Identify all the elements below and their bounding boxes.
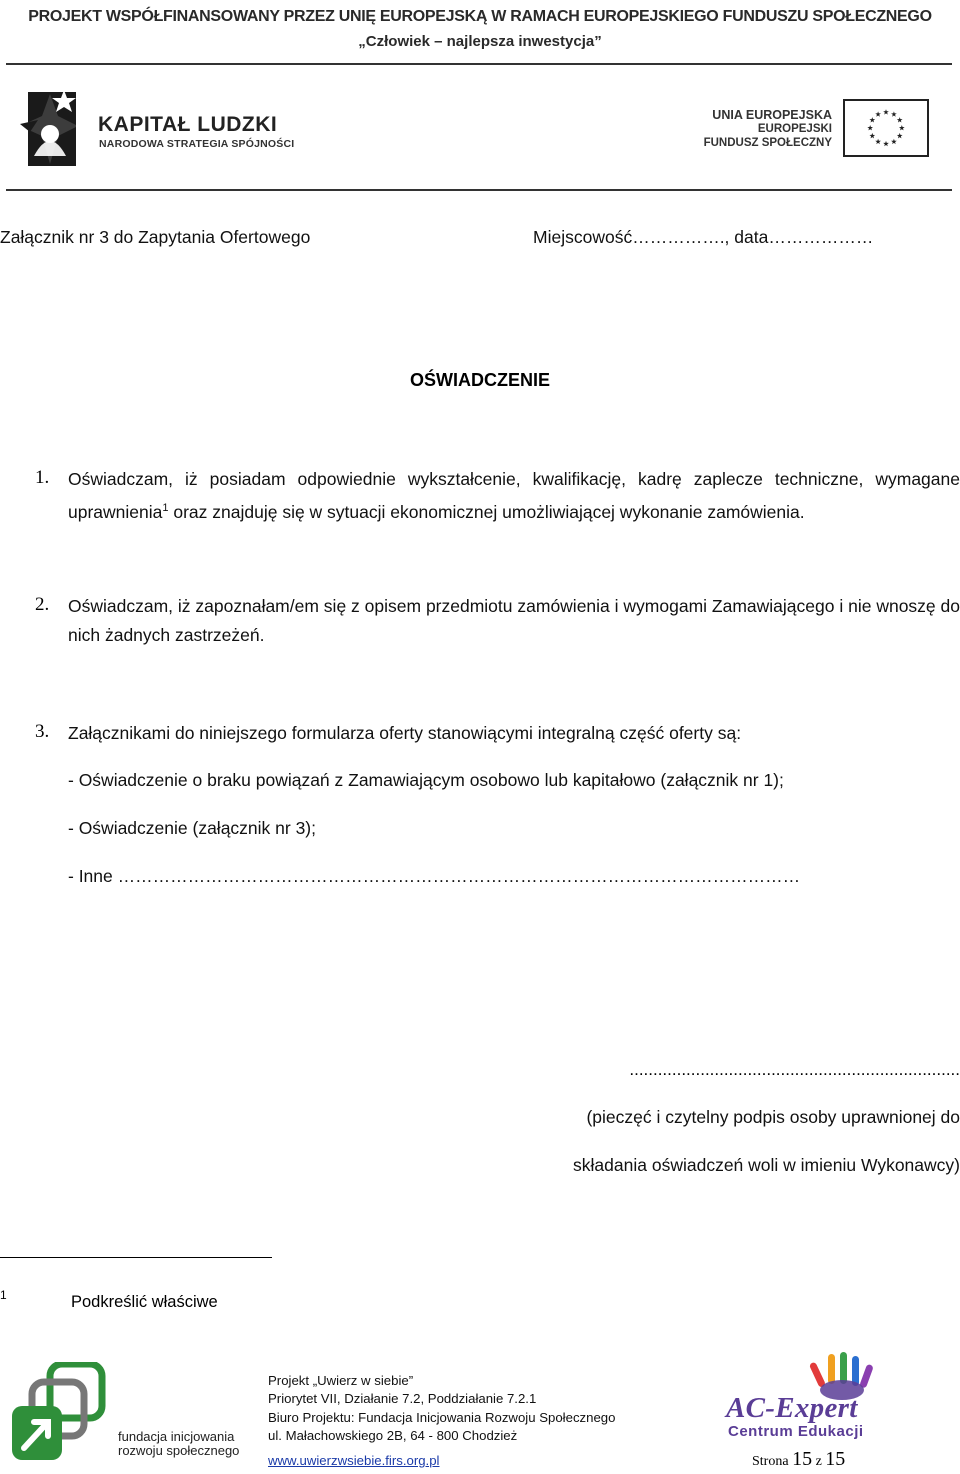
footer-office: Biuro Projektu: Fundacja Inicjowania Rozwoju Społecznego bbox=[268, 1410, 616, 1425]
eu-star-icon bbox=[883, 141, 889, 146]
header-rule-bottom bbox=[6, 189, 952, 191]
ac-expert-logo-subtitle: Centrum Edukacji bbox=[728, 1423, 864, 1440]
eu-label-line1: UNIA EUROPEJSKA bbox=[712, 108, 832, 122]
header-slogan: „Człowiek – najlepsza inwestycja” bbox=[358, 33, 602, 50]
kapital-ludzki-subtitle: NARODOWA STRATEGIA SPÓJNOŚCI bbox=[99, 138, 295, 150]
page-current: 15 bbox=[792, 1448, 813, 1470]
ac-expert-logo-title: AC-Expert bbox=[726, 1392, 858, 1424]
document-title: OŚWIADCZENIE bbox=[409, 370, 550, 390]
page-word: Strona bbox=[752, 1454, 789, 1469]
item-2-number: 2. bbox=[35, 594, 50, 615]
kapital-ludzki-title: KAPITAŁ LUDZKI bbox=[98, 113, 278, 136]
eu-star-icon bbox=[875, 139, 881, 144]
fundacja-name-line1: fundacja inicjowania bbox=[118, 1429, 235, 1444]
fundacja-name-line2: rozwoju społecznego bbox=[118, 1443, 240, 1458]
eu-star-icon bbox=[883, 109, 889, 114]
eu-flag-icon bbox=[843, 99, 929, 157]
fundacja-logo-icon bbox=[10, 1362, 110, 1464]
signature-caption-line1: (pieczęć i czytelny podpis osoby uprawnionej do bbox=[586, 1107, 960, 1127]
eu-star-icon bbox=[875, 111, 881, 116]
signature-caption-line2: składania oświadczeń woli w imieniu Wykonawcy) bbox=[573, 1155, 960, 1175]
eu-star-icon bbox=[897, 133, 903, 138]
item-3-text: Załącznikami do niniejszego formularza oferty stanowiącymi integralną część oferty są: bbox=[68, 723, 742, 743]
item-1-text-main: Oświadczam, iż posiadam odpowiednie wykształcenie, kwalifikację, kadrę zaplecze techniczne, wymagane uprawnienia bbox=[68, 469, 960, 522]
eu-star-icon bbox=[867, 125, 873, 130]
eu-star-icon bbox=[897, 117, 903, 122]
eu-label-line3: FUNDUSZ SPOŁECZNY bbox=[703, 137, 832, 149]
kapital-ludzki-logo-icon bbox=[20, 86, 80, 168]
eu-label-line2: EUROPEJSKI bbox=[757, 123, 832, 135]
header-rule-top bbox=[6, 63, 952, 65]
item-1-text-end: oraz znajduję się w sytuacji ekonomicznej umożliwiającej wykonanie zamówienia. bbox=[168, 501, 805, 522]
annex-label: Załącznik nr 3 do Zapytania Ofertowego bbox=[0, 227, 311, 247]
eu-star-icon bbox=[869, 117, 875, 122]
eu-star-icon bbox=[869, 133, 875, 138]
footnote-text: Podkreślić właściwe bbox=[71, 1293, 218, 1311]
attachment-item: - Oświadczenie (załącznik nr 3); bbox=[68, 818, 316, 838]
footer-website-link[interactable]: www.uwierzwsiebie.firs.org.pl bbox=[268, 1453, 440, 1468]
eu-fund-label bbox=[704, 108, 832, 150]
footnote-ref: 1 bbox=[162, 502, 169, 514]
header-funding-line: PROJEKT WSPÓŁFINANSOWANY PRZEZ UNIĘ EUROPEJSKĄ W RAMACH EUROPEJSKIEGO FUNDUSZU SPOŁECZNEGO bbox=[28, 8, 932, 25]
item-3-number: 3. bbox=[35, 721, 50, 742]
page-number bbox=[752, 1448, 845, 1471]
footer-address: ul. Małachowskiego 2B, 64 - 800 Chodzież bbox=[268, 1428, 518, 1443]
eu-star-icon bbox=[899, 125, 905, 130]
item-2-text: Oświadczam, iż zapoznałam/em się z opisem przedmiotu zamówienia i wymogami Zamawiającego i nie wnoszę do nich żadnych zastrzeżeń. bbox=[68, 596, 960, 645]
eu-star-icon bbox=[891, 139, 897, 144]
footnote-separator bbox=[0, 1257, 272, 1258]
attachment-item: - Oświadczenie o braku powiązań z Zamawiającym osobowo lub kapitałowo (załącznik nr 1); bbox=[68, 770, 784, 790]
footer-project: Projekt „Uwierz w siebie” bbox=[268, 1373, 414, 1388]
eu-star-icon bbox=[891, 111, 897, 116]
footnote-number: 1 bbox=[0, 1288, 7, 1302]
footer-priority: Priorytet VII, Działanie 7.2, Poddziałanie 7.2.1 bbox=[268, 1391, 537, 1406]
attachment-item: - Inne ……………………………………………………………………………………………………… bbox=[68, 866, 801, 886]
page-total: 15 bbox=[825, 1448, 846, 1470]
item-1-text bbox=[68, 465, 960, 527]
item-1-number: 1. bbox=[35, 467, 50, 488]
fundacja-name bbox=[118, 1430, 239, 1458]
signature-dotted-line: ...................................................................... bbox=[629, 1060, 960, 1079]
place-date-field: Miejscowość……………., data……………… bbox=[533, 227, 874, 247]
page-of: z bbox=[815, 1454, 822, 1469]
